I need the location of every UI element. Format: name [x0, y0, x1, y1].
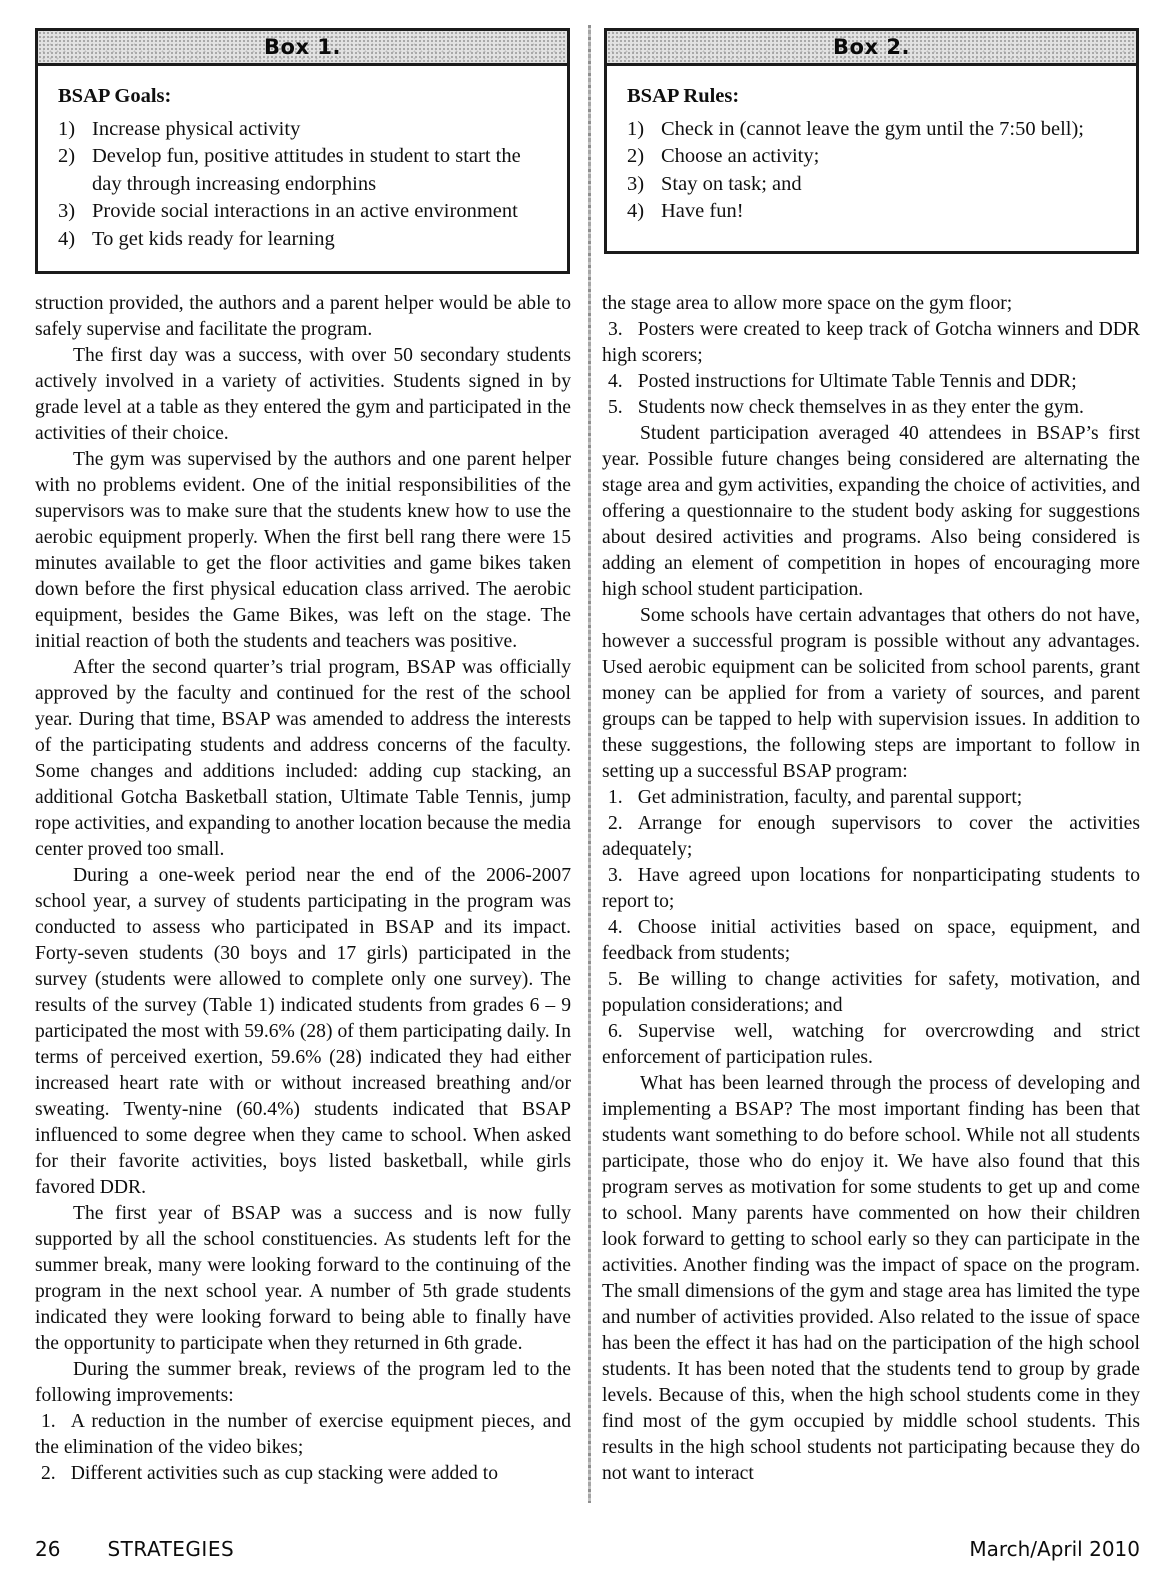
- list-item-number: 4.: [608, 371, 623, 392]
- item-number: 3): [627, 172, 645, 195]
- box-1-item: [58, 226, 549, 254]
- item-text: To get kids ready for learning: [92, 227, 335, 250]
- box-1-item: [58, 116, 549, 144]
- list-item: [602, 811, 1140, 863]
- item-text: Develop fun, positive attitudes in student to start the day through increasing endorphins: [92, 145, 521, 195]
- list-item: [602, 967, 1140, 1019]
- list-item-text: Arrange for enough supervisors to cover the activities adequately;: [602, 813, 1140, 860]
- list-item-text: Have agreed upon locations for nonparticipating students to report to;: [602, 865, 1140, 912]
- box-1: [35, 28, 570, 274]
- item-text: Check in (cannot leave the gym until the 7:50 bell);: [661, 117, 1084, 140]
- item-text: Stay on task; and: [661, 172, 802, 195]
- item-number: 1): [58, 117, 76, 140]
- list-item-number: 1.: [608, 787, 623, 808]
- box-2-item: [627, 198, 1118, 226]
- box-1-item: [58, 198, 549, 226]
- list-item-text: Different activities such as cup stacking were added to: [70, 1463, 498, 1484]
- box-1-item: [58, 143, 549, 198]
- paragraph: Student participation averaged 40 attendees in BSAP’s first year. Possible future changes being considered are alternating the stage area and gym activities, expanding the choice of activities, and offering a questionnaire to the student body asking for suggestions about desired activities and programs. Also being considered is adding an element of competition in hopes of encouraging more high school student participation.: [602, 423, 1140, 600]
- item-number: 2): [627, 145, 645, 167]
- paragraph: The first year of BSAP was a success and is now fully supported by all the school constituencies. As students left for the summer break, many were looking forward to the continuing of the program in the next school year. A number of 5th grade students indicated they were looking forward to being able to finally have the opportunity to participate when they returned in 6th grade.: [35, 1203, 571, 1354]
- list-item: [602, 395, 1140, 421]
- item-number: 3): [58, 200, 76, 222]
- item-text: Provide social interactions in an active environment: [92, 200, 518, 222]
- left-column: [35, 291, 571, 1487]
- page-number: 26: [35, 1537, 61, 1561]
- box-2-item: [627, 116, 1118, 144]
- box-2-item: [627, 171, 1118, 199]
- paragraph: During the summer break, reviews of the program led to the following improvements:: [35, 1359, 571, 1406]
- paragraph: After the second quarter’s trial program, BSAP was officially approved by the faculty and continued for the rest of the school year. During that time, BSAP was amended to address the interests of the participating students and address concerns of the faculty. Some changes and additions included: adding cup stacking, an additional Gotcha Basketball station, Ultimate Table Tennis, jump rope activities, and expanding to another location because the media center proved too small.: [35, 657, 571, 860]
- paragraph: Some schools have certain advantages that others do not have, however a successful program is possible without any advantages. Used aerobic equipment can be solicited from school parents, grant money can be applied for from a variety of sources, and parent groups can be tapped to help with supervision issues. In addition to these suggestions, the following steps are important to follow in setting up a successful BSAP program:: [602, 605, 1140, 782]
- item-number: 4): [627, 200, 645, 222]
- box-2-item: [627, 143, 1118, 171]
- list-item-number: 3.: [608, 319, 623, 340]
- list-item: [602, 915, 1140, 967]
- list-item: [602, 1019, 1140, 1071]
- paragraph: What has been learned through the process of developing and implementing a BSAP? The most important finding has been that students want something to do before school. While not all students participate, those who do enjoy it. We have also found that this program serves as motivation for some students to get up and come to school. Many parents have commented on how their children look forward to getting to school early so they can participate in the activities. Another finding was the impact of space on the program. The small dimensions of the gym and stage area has limited the type and number of activities provided. Also related to the issue of space has been the effect it has had on the participation of the high school students. It has been noted that the students tend to group by grade levels. Because of this, when the high school students come in they find most of the gym occupied by middle school students. This results in the high school students not participating because they do not want to interact: [602, 1073, 1140, 1484]
- list-item-number: 2.: [608, 813, 623, 834]
- list-item-continuation: the stage area to allow more space on the gym floor;: [602, 293, 1013, 314]
- list-item-number: 5.: [608, 969, 623, 990]
- list-item-text: Supervise well, watching for overcrowding and strict enforcement of participation rules.: [602, 1021, 1140, 1068]
- box-1-body: [38, 66, 567, 253]
- box-2-header-label: Box 2.: [833, 34, 910, 59]
- list-item-text: Choose initial activities based on space, equipment, and feedback from students;: [602, 917, 1140, 964]
- list-item: [602, 863, 1140, 915]
- list-item: [35, 1409, 571, 1461]
- list-item-text: Get administration, faculty, and parental support;: [637, 787, 1023, 808]
- item-text: Choose an activity;: [661, 145, 820, 167]
- list-item-number: 6.: [608, 1021, 623, 1042]
- paragraph: During a one-week period near the end of the 2006-2007 school year, a survey of students participating in the program was conducted to assess who participated in BSAP and its impact. Forty-seven students (30 boys and 17 girls) participated in the survey (students were allowed to complete only one survey). The results of the survey (Table 1) indicated students from grades 6 – 9 participated the most with 59.6% (28) of them participating daily. In terms of perceived exertion, 59.6% (28) indicated they had either increased heart rate with or without increased breathing and/or sweating. Twenty-nine (60.4%) students indicated that BSAP influenced to some degree when they came to school. When asked for their favorite activities, boys listed basketball, while girls favored DDR.: [35, 865, 571, 1198]
- list-item-text: Posted instructions for Ultimate Table Tennis and DDR;: [637, 371, 1077, 392]
- item-number: 1): [627, 117, 645, 140]
- box-1-title: BSAP Goals:: [58, 85, 172, 107]
- paragraph: struction provided, the authors and a parent helper would be able to safely supervise and facilitate the program.: [35, 293, 571, 340]
- list-item-number: 1.: [41, 1411, 56, 1432]
- page-footer: [35, 1537, 1140, 1561]
- list-item: [602, 785, 1140, 811]
- list-item-number: 3.: [608, 865, 623, 886]
- issue-date: March/April 2010: [969, 1537, 1140, 1561]
- box-1-header: [38, 31, 567, 66]
- paragraph: The first day was a success, with over 50 secondary students actively involved in a variety of activities. Students signed in by grade level at a table as they entered the gym and participated in the activities of their choice.: [35, 345, 571, 444]
- box-1-header-label: Box 1.: [264, 34, 341, 59]
- column-divider: [588, 25, 591, 1503]
- paragraph: The gym was supervised by the authors and one parent helper with no problems evident. One of the initial responsibilities of the supervisors was to make sure that the students knew how to use the aerobic equipment properly. When the first bell rang there were 15 minutes available to get the floor activities and game bikes taken down before the first physical education class arrived. The aerobic equipment, besides the Game Bikes, was left on the stage. The initial reaction of both the students and teachers was positive.: [35, 449, 571, 652]
- box-2: [604, 28, 1139, 254]
- list-item-number: 4.: [608, 917, 623, 938]
- list-item-text: A reduction in the number of exercise equipment pieces, and the elimination of the video bikes;: [35, 1411, 571, 1458]
- item-text: Increase physical activity: [92, 117, 301, 140]
- box-2-header: [607, 31, 1136, 66]
- item-number: 2): [58, 145, 76, 167]
- item-text: Have fun!: [661, 200, 744, 222]
- list-item-text: Posters were created to keep track of Gotcha winners and DDR high scorers;: [602, 319, 1140, 366]
- list-item-number: 2.: [41, 1463, 56, 1484]
- item-number: 4): [58, 227, 76, 250]
- box-2-title: BSAP Rules:: [627, 85, 740, 107]
- list-item: [602, 317, 1140, 369]
- right-column: [602, 291, 1140, 1487]
- list-item-text: Be willing to change activities for safety, motivation, and population considerations; and: [602, 969, 1140, 1016]
- list-item-text: Students now check themselves in as they enter the gym.: [637, 397, 1084, 418]
- journal-name: STRATEGIES: [107, 1537, 235, 1561]
- box-2-body: [607, 66, 1136, 226]
- list-item: [35, 1461, 571, 1487]
- list-item-number: 5.: [608, 397, 623, 418]
- list-item: [602, 369, 1140, 395]
